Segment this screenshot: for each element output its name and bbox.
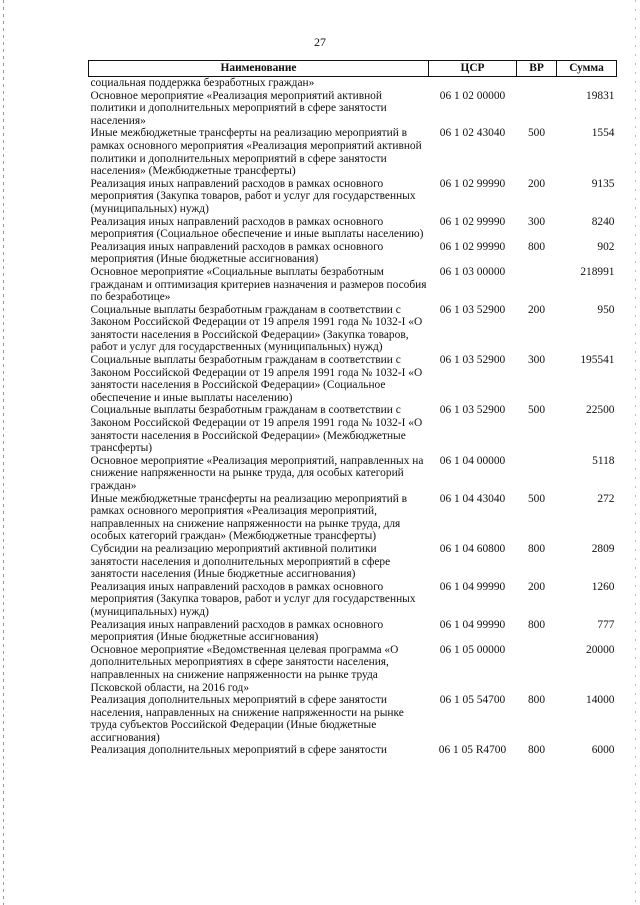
cell-sum: 1554 <box>591 127 615 140</box>
cell-sum: 218991 <box>580 265 615 278</box>
cell-csr: 06 1 04 99990 <box>439 580 506 593</box>
table-row <box>89 404 617 454</box>
cell-vr: 300 <box>527 215 546 228</box>
cell-csr: 06 1 04 99990 <box>439 618 506 631</box>
cell-vr <box>517 644 557 694</box>
cell-name: Социальные выплаты безработным гражданам в соответствии с Законом Российской Федерации от 19 апреля 1991 года № 1032-I «О занятости населения в Российской Федерации» (Закупка товаров, работ и услуг для государственных (муниципальных) нужд) <box>90 303 423 354</box>
header-sum: Сумма <box>557 61 617 77</box>
table-row <box>89 304 617 354</box>
cell-name: Субсидии на реализацию мероприятий активной политики занятости населения и дополнительных мероприятий в сфере занятости населения (Иные бюджетные ассигнования) <box>90 542 391 581</box>
cell-vr: 800 <box>527 694 546 707</box>
cell-csr: 06 1 02 99990 <box>439 177 506 190</box>
cell-sum: 195541 <box>580 354 615 367</box>
scan-right-edge <box>635 0 636 905</box>
table-row <box>89 90 617 128</box>
cell-csr: 06 1 03 52900 <box>439 404 506 417</box>
cell-csr: 06 1 05 00000 <box>439 643 506 656</box>
cell-vr <box>517 90 557 128</box>
table-row <box>89 127 617 177</box>
header-name: Наименование <box>89 61 429 77</box>
page-number: 27 <box>314 35 326 49</box>
cell-csr: 06 1 02 99990 <box>439 215 506 228</box>
cell-name: Основное мероприятие «Ведомственная целевая программа «О дополнительных мероприятиях в сфере занятости населения, направленных на снижение напряженности на рынке труда Псковской области, на 2016 год» <box>90 643 399 694</box>
cell-sum: 9135 <box>591 177 615 190</box>
cell-name: Реализация дополнительных мероприятий в сфере занятости <box>90 744 387 757</box>
cell-csr: 06 1 03 52900 <box>439 303 506 316</box>
cell-csr: 06 1 04 00000 <box>439 454 506 467</box>
header-csr: ЦСР <box>429 61 517 77</box>
cell-csr: 06 1 02 99990 <box>439 240 506 253</box>
table-row <box>89 354 617 404</box>
table-row <box>89 744 617 757</box>
table-row <box>89 644 617 694</box>
table-row <box>89 694 617 744</box>
cell-sum: 8240 <box>591 215 615 228</box>
cell-csr: 06 1 04 43040 <box>439 492 506 505</box>
cell-name: Реализация иных направлений расходов в рамках основного мероприятия (Закупка товаров, работ и услуг для государственных (муниципальных) нужд) <box>90 580 416 618</box>
cell-name: Основное мероприятие «Социальные выплаты безработным гражданам и оптимизация критериев назначения и размеров пособия по безработице» <box>90 265 427 304</box>
cell-sum <box>557 77 617 90</box>
cell-csr: 06 1 03 00000 <box>439 265 506 278</box>
cell-vr: 500 <box>527 127 546 140</box>
cell-csr: 06 1 02 43040 <box>439 127 506 140</box>
table-row <box>89 493 617 543</box>
cell-sum: 777 <box>597 618 615 631</box>
cell-sum: 22500 <box>586 404 615 417</box>
table-row <box>89 581 617 619</box>
table-row <box>89 178 617 216</box>
table-row <box>89 543 617 581</box>
budget-table <box>88 60 617 757</box>
cell-vr: 200 <box>527 177 546 190</box>
cell-name: социальная поддержка безработных граждан» <box>90 77 315 89</box>
cell-csr: 06 1 05 R4700 <box>438 744 507 757</box>
header-vr: ВР <box>517 61 557 77</box>
cell-vr <box>517 455 557 493</box>
cell-name: Реализация иных направлений расходов в рамках основного мероприятия (Иные бюджетные ассигнования) <box>90 618 384 644</box>
cell-name: Социальные выплаты безработным гражданам в соответствии с Законом Российской Федерации от 19 апреля 1991 года № 1032-I «О занятости населения в Российской Федерации» (Межбюджетные трансферты) <box>90 404 423 455</box>
cell-vr: 200 <box>527 303 546 316</box>
cell-csr: 06 1 04 60800 <box>439 542 506 555</box>
cell-csr: 06 1 05 54700 <box>439 694 506 707</box>
cell-name: Реализация иных направлений расходов в рамках основного мероприятия (Закупка товаров, работ и услуг для государственных (муниципальных) нужд) <box>90 177 416 215</box>
cell-name: Основное мероприятие «Реализация мероприятий, направленных на снижение напряженности на рынке труда, для особых категорий граждан» <box>90 454 424 492</box>
cell-vr: 500 <box>527 404 546 417</box>
cell-sum: 19831 <box>586 89 615 102</box>
cell-csr <box>429 77 517 90</box>
table-row <box>89 619 617 644</box>
table-row <box>89 241 617 266</box>
cell-vr <box>517 77 557 90</box>
cell-vr: 800 <box>527 618 546 631</box>
cell-vr <box>517 266 557 304</box>
cell-sum: 950 <box>597 303 615 316</box>
scan-left-edge <box>3 0 4 905</box>
table-row <box>89 266 617 304</box>
cell-sum: 2809 <box>591 542 615 555</box>
cell-vr: 800 <box>527 744 546 757</box>
cell-vr: 800 <box>527 542 546 555</box>
cell-csr: 06 1 02 00000 <box>439 89 506 102</box>
cell-name: Иные межбюджетные трансферты на реализацию мероприятий в рамках основного мероприятия «Реализация мероприятий активной политики и дополнительных мероприятий в сфере занятости населения» (Межбюджетные трансферты) <box>90 127 422 178</box>
cell-name: Иные межбюджетные трансферты на реализацию мероприятий в рамках основного мероприятия «Реализация мероприятий, направленных на снижение напряженности на рынке труда, для особых категорий граждан» (Межбюджетные трансферты) <box>90 492 408 543</box>
cell-sum: 14000 <box>586 694 615 707</box>
cell-name: Реализация иных направлений расходов в рамках основного мероприятия (Иные бюджетные ассигнования) <box>90 240 384 266</box>
cell-vr: 300 <box>527 354 546 367</box>
cell-sum: 1260 <box>591 580 615 593</box>
table-row <box>89 216 617 241</box>
table-row <box>89 77 617 90</box>
cell-name: Реализация иных направлений расходов в рамках основного мероприятия (Социальное обеспечение и иные выплаты населению) <box>90 215 424 241</box>
cell-sum: 5118 <box>592 454 615 467</box>
cell-vr: 500 <box>527 492 546 505</box>
table-row <box>89 455 617 493</box>
cell-sum: 272 <box>597 492 615 505</box>
table-body <box>89 77 617 758</box>
cell-sum: 902 <box>597 240 615 253</box>
cell-name: Реализация дополнительных мероприятий в сфере занятости населения, направленных на снижение напряженности на рынке труда субъектов Российской Федерации (Иные бюджетные ассигнования) <box>90 694 404 744</box>
cell-vr: 800 <box>527 240 546 253</box>
cell-sum: 20000 <box>586 643 615 656</box>
cell-name: Социальные выплаты безработным гражданам в соответствии с Законом Российской Федерации от 19 апреля 1991 года № 1032-I «О занятости населения в Российской Федерации» (Социальное обеспечение и иные выплаты населению) <box>90 354 423 404</box>
cell-name: Основное мероприятие «Реализация мероприятий активной политики и дополнительных мероприятий в сфере занятости населения» <box>90 89 387 127</box>
table-header-row <box>89 61 617 77</box>
cell-csr: 06 1 03 52900 <box>439 354 506 367</box>
cell-sum: 6000 <box>591 744 615 757</box>
cell-vr: 200 <box>527 580 546 593</box>
